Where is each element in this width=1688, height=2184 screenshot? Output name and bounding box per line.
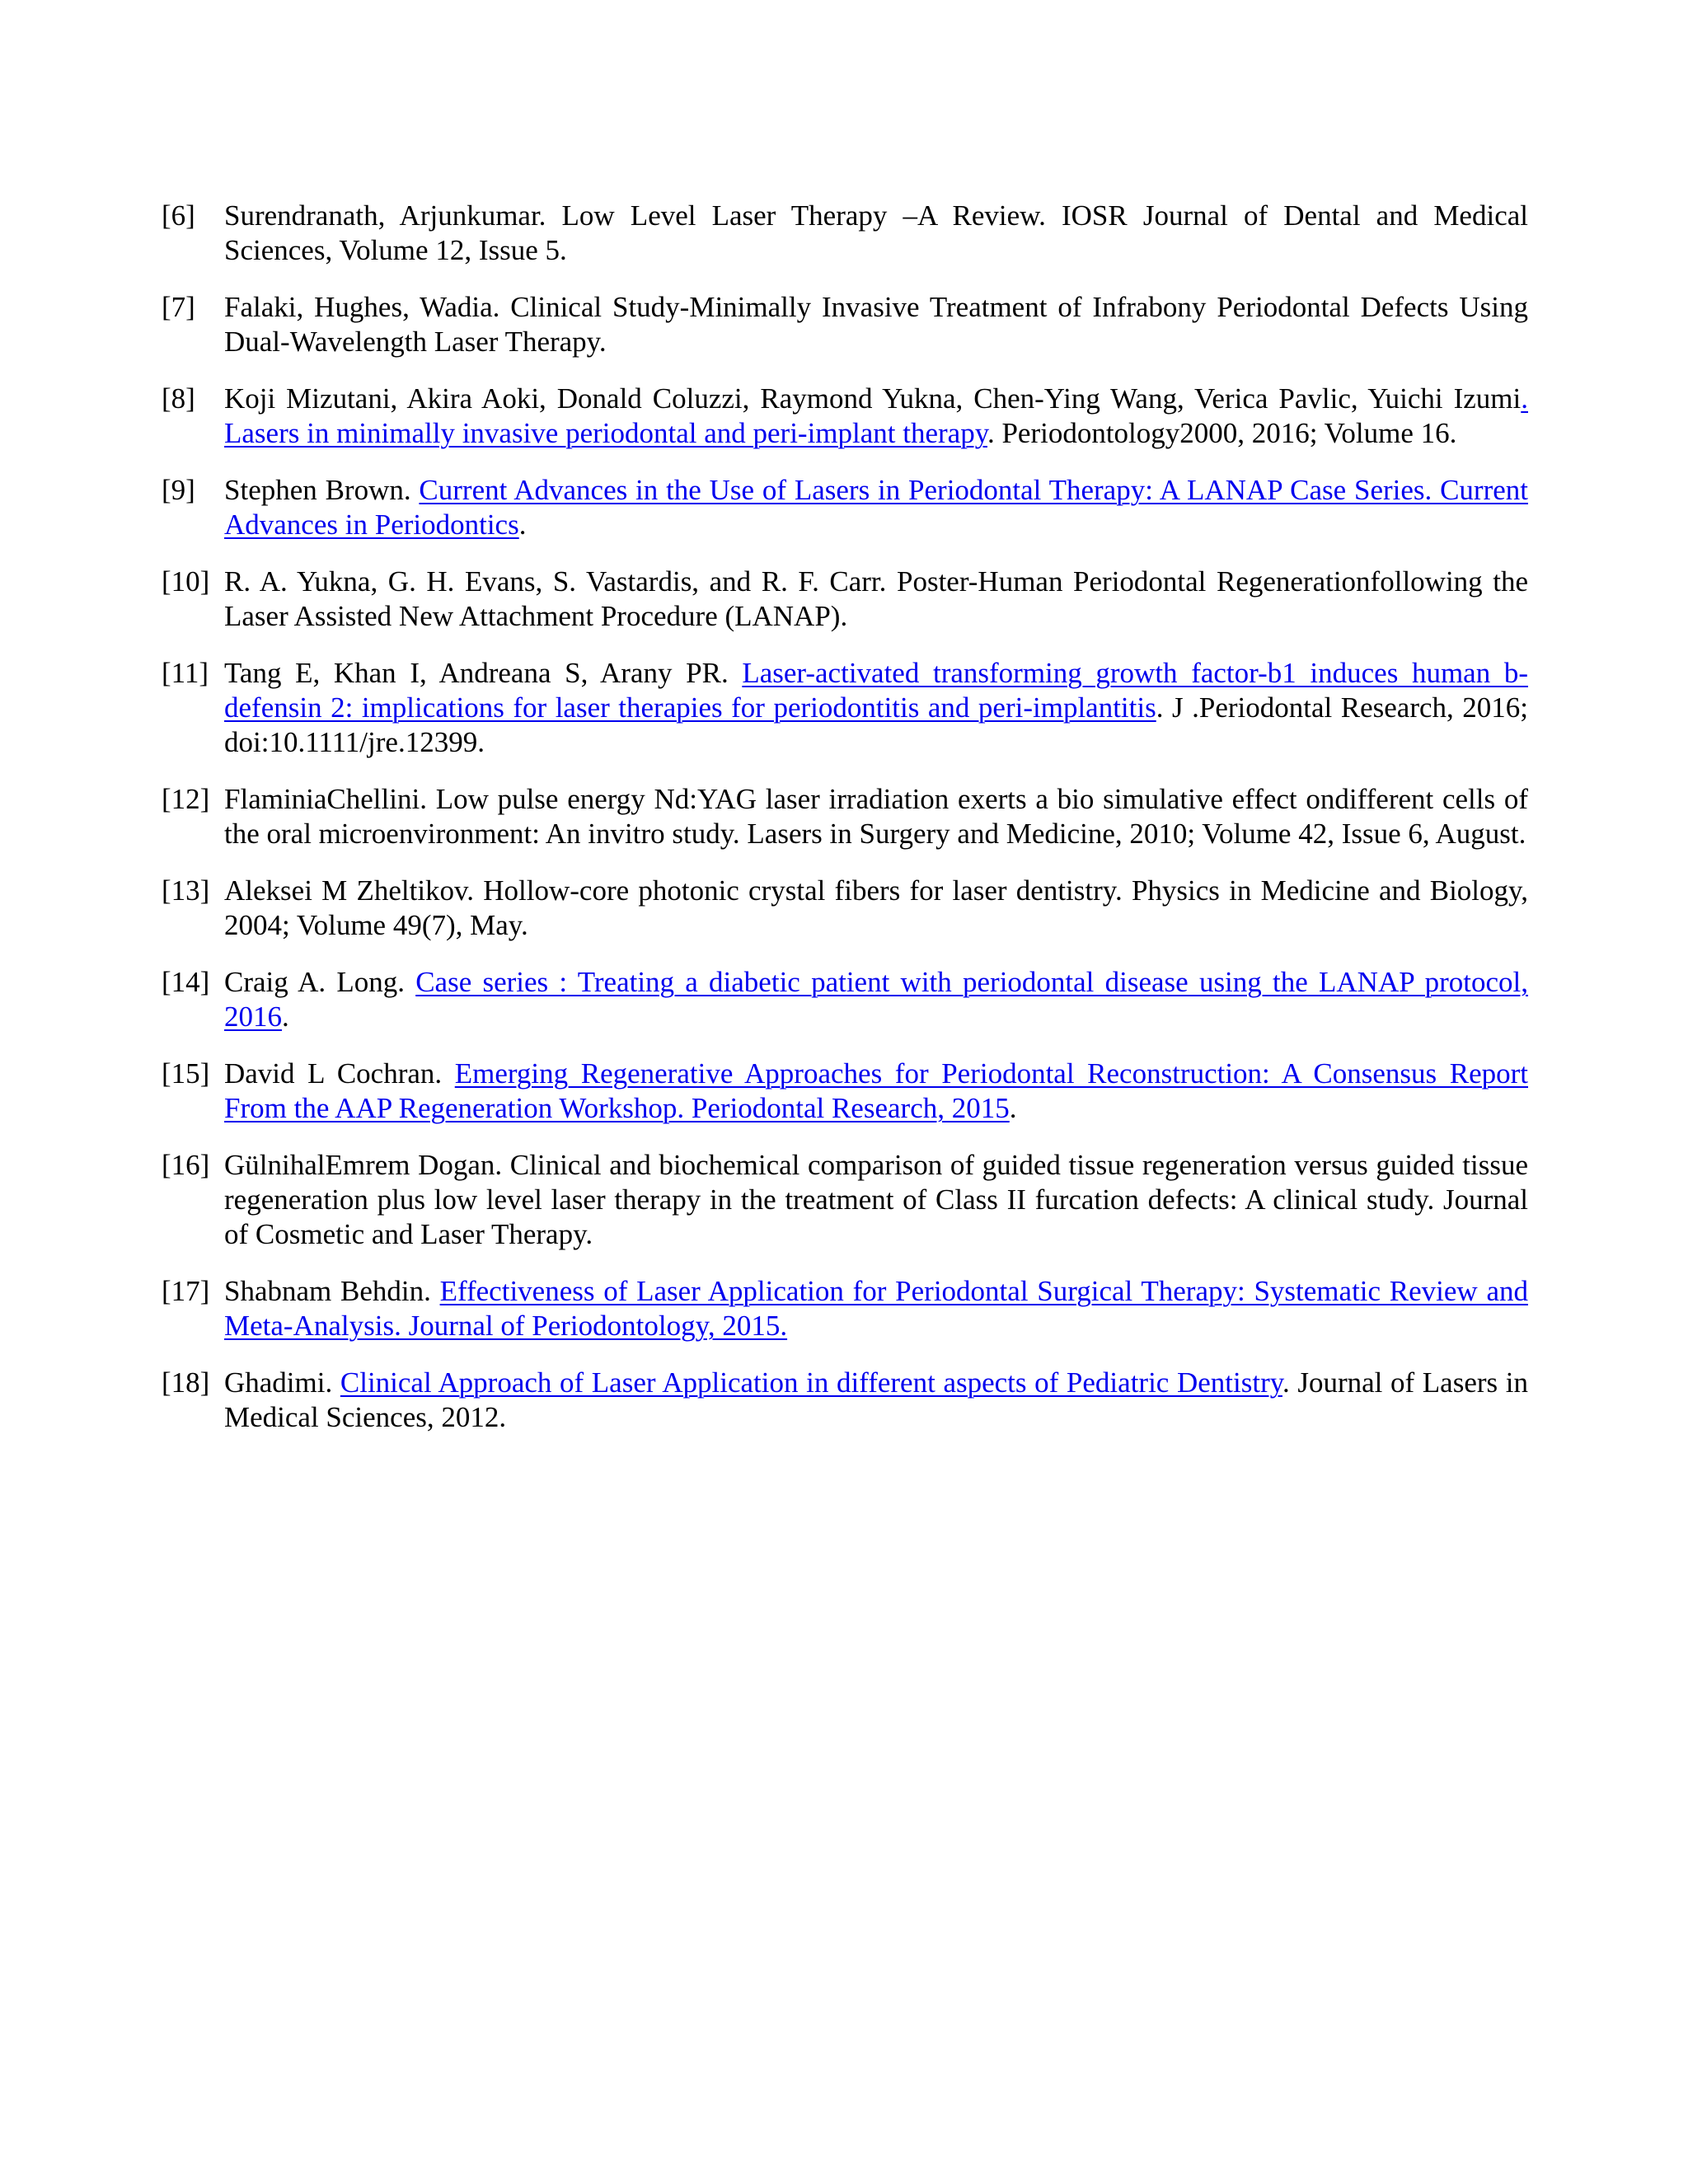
reference-item	[162, 1274, 1528, 1343]
reference-number: [17]	[162, 1275, 210, 1307]
reference-item	[162, 199, 1528, 268]
reference-text: Tang E, Khan I, Andreana S, Arany PR.	[224, 657, 743, 689]
reference-number: [11]	[162, 657, 209, 689]
reference-item	[162, 874, 1528, 943]
reference-text-suffix: . Journal of Lasers in Medical Sciences, 2012.	[224, 1366, 1528, 1433]
reference-item	[162, 782, 1528, 851]
reference-text: R. A. Yukna, G. H. Evans, S. Vastardis, and R. F. Carr. Poster-Human Periodontal Regenerationfollowing the Laser Assisted New Attachment Procedure (LANAP).	[224, 565, 1528, 632]
reference-number: [8]	[162, 382, 195, 415]
reference-item	[162, 656, 1528, 760]
reference-text: Falaki, Hughes, Wadia. Clinical Study-Minimally Invasive Treatment of Infrabony Periodontal Defects Using Dual-Wavelength Laser Therapy.	[224, 291, 1528, 358]
reference-item	[162, 1057, 1528, 1126]
reference-item	[162, 473, 1528, 542]
reference-link[interactable]: Emerging Regenerative Approaches for Periodontal Reconstruction: A Consensus Report From the AAP Regeneration Workshop. Periodontal Research, 2015	[224, 1057, 1528, 1124]
reference-link[interactable]: Current Advances in the Use of Lasers in Periodontal Therapy: A LANAP Case Series. Current Advances in Periodontics	[224, 474, 1528, 541]
reference-number: [10]	[162, 565, 210, 598]
reference-item	[162, 1148, 1528, 1252]
reference-text: Ghadimi.	[224, 1366, 340, 1399]
reference-item	[162, 382, 1528, 451]
reference-item	[162, 1366, 1528, 1435]
reference-text-suffix: . Periodontology2000, 2016; Volume 16.	[987, 417, 1457, 449]
reference-text: FlaminiaChellini. Low pulse energy Nd:YAG laser irradiation exerts a bio simulative effect ondifferent cells of the oral microenvironment: An invitro study. Lasers in Surgery and Medicine, 2010; Volume 42, Issue 6, August.	[224, 783, 1528, 850]
reference-link[interactable]: Case series : Treating a diabetic patient with periodontal disease using the LANAP protocol, 2016	[224, 966, 1529, 1033]
reference-number: [18]	[162, 1366, 210, 1399]
reference-text: David L Cochran.	[224, 1057, 455, 1090]
reference-link[interactable]: Clinical Approach of Laser Application in different aspects of Pediatric Dentistry	[340, 1366, 1282, 1399]
reference-text: GülnihalEmrem Dogan. Clinical and biochemical comparison of guided tissue regeneration versus guided tissue regeneration plus low level laser therapy in the treatment of Class II furcation defects: A clinical study. Journal of Cosmetic and Laser Therapy.	[224, 1149, 1528, 1250]
reference-number: [16]	[162, 1149, 210, 1181]
reference-number: [12]	[162, 783, 210, 815]
reference-link[interactable]: Laser-activated transforming growth factor-b1 induces human b-defensin 2: implications for laser therapies for periodontitis and peri-implantitis	[224, 657, 1528, 724]
reference-item	[162, 965, 1528, 1034]
reference-link[interactable]: . Lasers in minimally invasive periodontal and peri-implant therapy	[224, 382, 1528, 449]
reference-link[interactable]: Effectiveness of Laser Application for Periodontal Surgical Therapy: Systematic Review and Meta-Analysis. Journal of Periodontology, 2015.	[224, 1275, 1528, 1342]
reference-text-suffix: .	[282, 1001, 289, 1033]
reference-item	[162, 565, 1528, 634]
reference-list	[162, 199, 1528, 1457]
reference-number: [9]	[162, 474, 195, 506]
reference-number: [15]	[162, 1057, 210, 1090]
reference-text: Aleksei M Zheltikov. Hollow-core photonic crystal fibers for laser dentistry. Physics in Medicine and Biology, 2004; Volume 49(7), May.	[224, 874, 1528, 941]
reference-item	[162, 290, 1528, 359]
reference-text-suffix: . J .Periodontal Research, 2016; doi:10.1111/jre.12399.	[224, 691, 1529, 758]
reference-text: Shabnam Behdin.	[224, 1275, 440, 1307]
reference-number: [13]	[162, 874, 210, 907]
reference-text: Craig A. Long.	[224, 966, 416, 998]
reference-text-suffix: .	[518, 509, 527, 541]
reference-number: [7]	[162, 291, 195, 323]
reference-text: Stephen Brown.	[224, 474, 420, 506]
reference-text-suffix: .	[1009, 1092, 1017, 1124]
reference-text: Koji Mizutani, Akira Aoki, Donald Coluzzi, Raymond Yukna, Chen-Ying Wang, Verica Pavlic, Yuichi Izumi	[224, 382, 1522, 415]
reference-number: [14]	[162, 966, 210, 998]
reference-text: Surendranath, Arjunkumar. Low Level Laser Therapy –A Review. IOSR Journal of Dental and Medical Sciences, Volume 12, Issue 5.	[224, 199, 1528, 266]
reference-number: [6]	[162, 199, 195, 232]
